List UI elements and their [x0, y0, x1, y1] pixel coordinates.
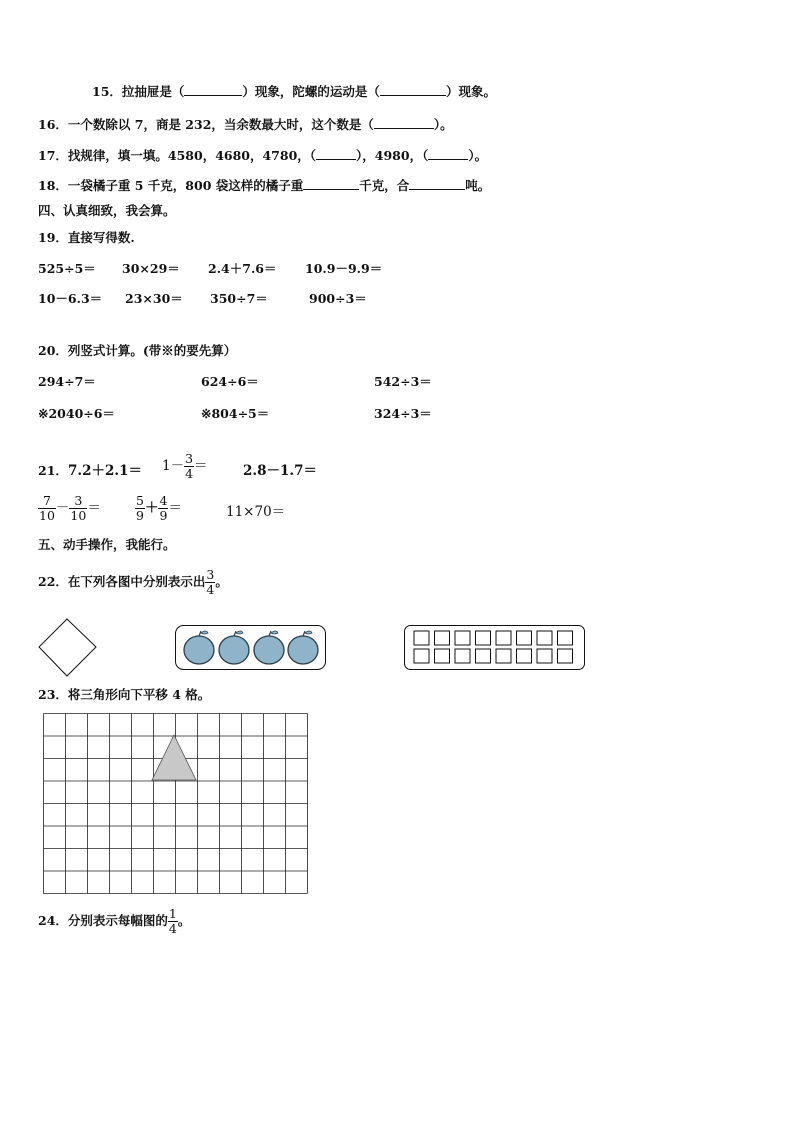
small-square[interactable]: [414, 649, 429, 663]
small-square[interactable]: [496, 649, 511, 663]
gray-triangle[interactable]: [152, 735, 196, 780]
calc-item: 624÷6＝: [201, 374, 259, 389]
question-23-title: 23．将三角形向下平移 4 格。: [38, 687, 211, 702]
calc-item: 10.9－9.9＝: [305, 261, 383, 276]
calc-item-fraction: $\frac{5}{9}$ ＋ $\frac{4}{9}$ ＝: [136, 493, 182, 523]
small-square[interactable]: [455, 649, 470, 663]
translation-grid[interactable]: [43, 713, 307, 895]
answer-blank[interactable]: [380, 83, 446, 96]
answer-blank[interactable]: [428, 147, 468, 160]
calc-item: 30×29＝: [122, 261, 180, 276]
small-square[interactable]: [496, 631, 511, 645]
small-square[interactable]: [537, 631, 552, 645]
answer-blank[interactable]: [303, 177, 359, 190]
squares-set-figure[interactable]: [404, 625, 586, 671]
answer-blank[interactable]: [316, 147, 356, 160]
section-5-heading: 五、动手操作，我能行。: [38, 537, 176, 552]
question-19-title: 19．直接写得数.: [38, 230, 135, 245]
calc-item: ※804÷5＝: [201, 406, 270, 421]
small-square[interactable]: [435, 649, 450, 663]
small-square[interactable]: [517, 649, 532, 663]
question-18: 18．一袋橘子重 5 千克，800 袋这样的橘子重 千克，合 吨。: [38, 178, 491, 193]
small-square[interactable]: [558, 631, 573, 645]
calc-item: 350÷7＝: [210, 291, 268, 306]
question-21-number: 21．: [38, 463, 68, 478]
section-4-heading: 四、认真细致，我会算。: [38, 203, 176, 218]
calc-item: 324÷3＝: [374, 406, 432, 421]
apple-set-figure[interactable]: [175, 625, 327, 671]
small-square[interactable]: [517, 631, 532, 645]
small-square[interactable]: [476, 631, 491, 645]
calc-item: 542÷3＝: [374, 374, 432, 389]
question-15: 15．拉抽屉是（ ）现象，陀螺的运动是（ ）现象。: [92, 84, 496, 99]
calc-item: 2.4＋7.6＝: [208, 261, 277, 276]
calc-item-fraction: 1－ $\frac{3}{4}$ ＝: [162, 451, 208, 481]
question-24-title: 24．分别表示每幅图的 $\frac{1}{4}$ 。: [38, 906, 191, 936]
answer-blank[interactable]: [184, 83, 242, 96]
calc-item: ※2040÷6＝: [38, 406, 115, 421]
small-square[interactable]: [558, 649, 573, 663]
answer-blank[interactable]: [374, 116, 434, 129]
calc-item-fraction: $\frac{7}{10}$ － $\frac{3}{10}$ ＝: [39, 493, 101, 523]
answer-blank[interactable]: [409, 177, 465, 190]
calc-item: 900÷3＝: [309, 291, 367, 306]
calc-item: 23×30＝: [125, 291, 183, 306]
question-16: 16．一个数除以 7，商是 232，当余数最大时，这个数是（ ）。: [38, 117, 453, 132]
calc-item: 525÷5＝: [38, 261, 96, 276]
question-20-title: 20．列竖式计算。(带※的要先算）: [38, 343, 237, 358]
calc-item: 10－6.3＝: [38, 291, 103, 306]
calc-item: 294÷7＝: [38, 374, 96, 389]
calc-item: 2.8－1.7＝: [243, 463, 317, 479]
small-square[interactable]: [414, 631, 429, 645]
calc-item: 7.2＋2.1＝: [68, 463, 142, 479]
diamond-figure[interactable]: [38, 618, 98, 678]
small-square[interactable]: [435, 631, 450, 645]
question-17: 17．找规律，填一填。4580，4680，4780，（ ），4980，（ ）。: [38, 148, 488, 163]
small-square[interactable]: [537, 649, 552, 663]
question-22-title: 22．在下列各图中分别表示出 $\frac{3}{4}$ 。: [38, 567, 228, 597]
small-square[interactable]: [476, 649, 491, 663]
calc-item: 11×70＝: [226, 504, 286, 520]
small-square[interactable]: [455, 631, 470, 645]
